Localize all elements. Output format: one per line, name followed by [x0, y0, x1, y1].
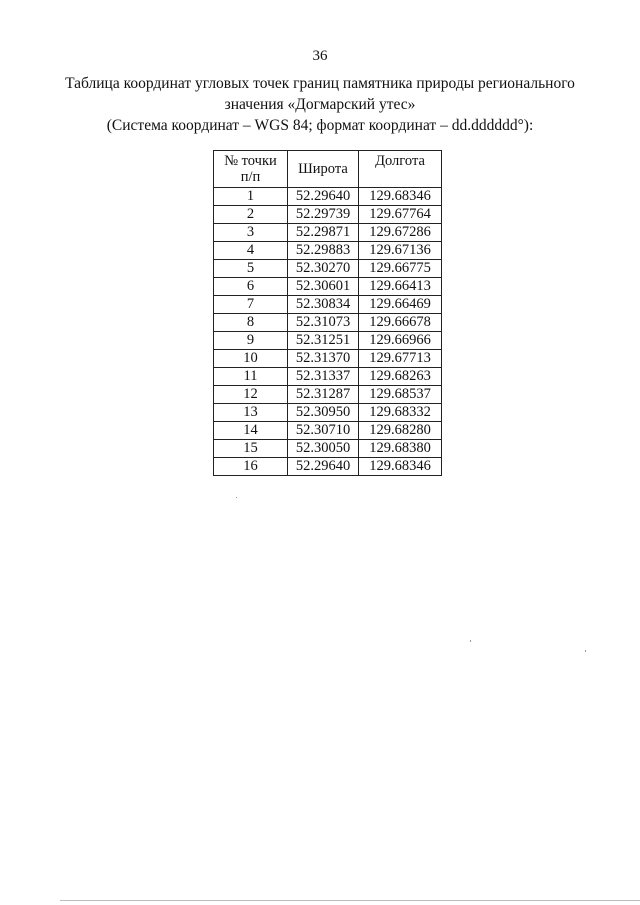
table-row [214, 260, 442, 278]
header-point-number [214, 151, 288, 188]
title-line-3: (Система координат – WGS 84; формат координат – dd.dddddd°): [106, 117, 534, 134]
cell-longitude: 129.68380 [359, 440, 442, 458]
cell-latitude: 52.30834 [288, 296, 359, 314]
cell-latitude: 52.31370 [288, 350, 359, 368]
cell-longitude: 129.66775 [359, 260, 442, 278]
cell-latitude: 52.30710 [288, 422, 359, 440]
cell-longitude: 129.66966 [359, 332, 442, 350]
table-row [214, 188, 442, 206]
cell-longitude: 129.68537 [359, 386, 442, 404]
header-point-number-line1: № точки [224, 153, 277, 169]
table-header-row [214, 151, 442, 188]
cell-longitude: 129.66678 [359, 314, 442, 332]
table-row [214, 350, 442, 368]
table-row [214, 314, 442, 332]
cell-latitude: 52.31251 [288, 332, 359, 350]
cell-point-number: 9 [214, 332, 288, 350]
scan-edge-line [60, 900, 640, 901]
document-title [60, 73, 580, 136]
coordinates-table [213, 150, 442, 476]
cell-point-number: 13 [214, 404, 288, 422]
cell-latitude: 52.29883 [288, 242, 359, 260]
cell-latitude: 52.31287 [288, 386, 359, 404]
cell-point-number: 11 [214, 368, 288, 386]
cell-longitude: 129.68332 [359, 404, 442, 422]
cell-latitude: 52.31073 [288, 314, 359, 332]
header-latitude: Широта [288, 151, 359, 188]
cell-point-number: 8 [214, 314, 288, 332]
table-row [214, 386, 442, 404]
title-line-1: Таблица координат угловых точек границ памятника природы регионального [65, 75, 575, 92]
cell-latitude: 52.29640 [288, 458, 359, 476]
cell-longitude: 129.68346 [359, 188, 442, 206]
cell-latitude: 52.29640 [288, 188, 359, 206]
header-longitude: Долгота [359, 151, 442, 188]
cell-point-number: 15 [214, 440, 288, 458]
table-row [214, 278, 442, 296]
table-row [214, 368, 442, 386]
cell-point-number: 2 [214, 206, 288, 224]
cell-point-number: 5 [214, 260, 288, 278]
table-row [214, 422, 442, 440]
scan-dot [585, 650, 586, 652]
cell-longitude: 129.67713 [359, 350, 442, 368]
cell-longitude: 129.67764 [359, 206, 442, 224]
table-row [214, 206, 442, 224]
cell-point-number: 14 [214, 422, 288, 440]
title-line-2: значения «Догмарский утес» [224, 96, 416, 113]
cell-point-number: 16 [214, 458, 288, 476]
table-row [214, 296, 442, 314]
cell-latitude: 52.30601 [288, 278, 359, 296]
cell-point-number: 7 [214, 296, 288, 314]
scan-dot [470, 640, 471, 642]
cell-point-number: 4 [214, 242, 288, 260]
table-row [214, 224, 442, 242]
cell-longitude: 129.68263 [359, 368, 442, 386]
cell-latitude: 52.30050 [288, 440, 359, 458]
cell-longitude: 129.66469 [359, 296, 442, 314]
cell-longitude: 129.66413 [359, 278, 442, 296]
cell-latitude: 52.29739 [288, 206, 359, 224]
cell-longitude: 129.67286 [359, 224, 442, 242]
cell-point-number: 12 [214, 386, 288, 404]
cell-latitude: 52.31337 [288, 368, 359, 386]
scan-dot [236, 497, 237, 498]
cell-longitude: 129.68346 [359, 458, 442, 476]
table-row [214, 458, 442, 476]
header-point-number-line2: п/п [240, 169, 261, 185]
cell-longitude: 129.67136 [359, 242, 442, 260]
cell-point-number: 1 [214, 188, 288, 206]
cell-latitude: 52.30950 [288, 404, 359, 422]
table-row [214, 404, 442, 422]
cell-latitude: 52.30270 [288, 260, 359, 278]
page-number: 36 [312, 48, 328, 64]
table-row [214, 440, 442, 458]
cell-point-number: 10 [214, 350, 288, 368]
table-row [214, 332, 442, 350]
cell-latitude: 52.29871 [288, 224, 359, 242]
cell-longitude: 129.68280 [359, 422, 442, 440]
table-body [214, 188, 442, 476]
cell-point-number: 6 [214, 278, 288, 296]
table-row [214, 242, 442, 260]
cell-point-number: 3 [214, 224, 288, 242]
